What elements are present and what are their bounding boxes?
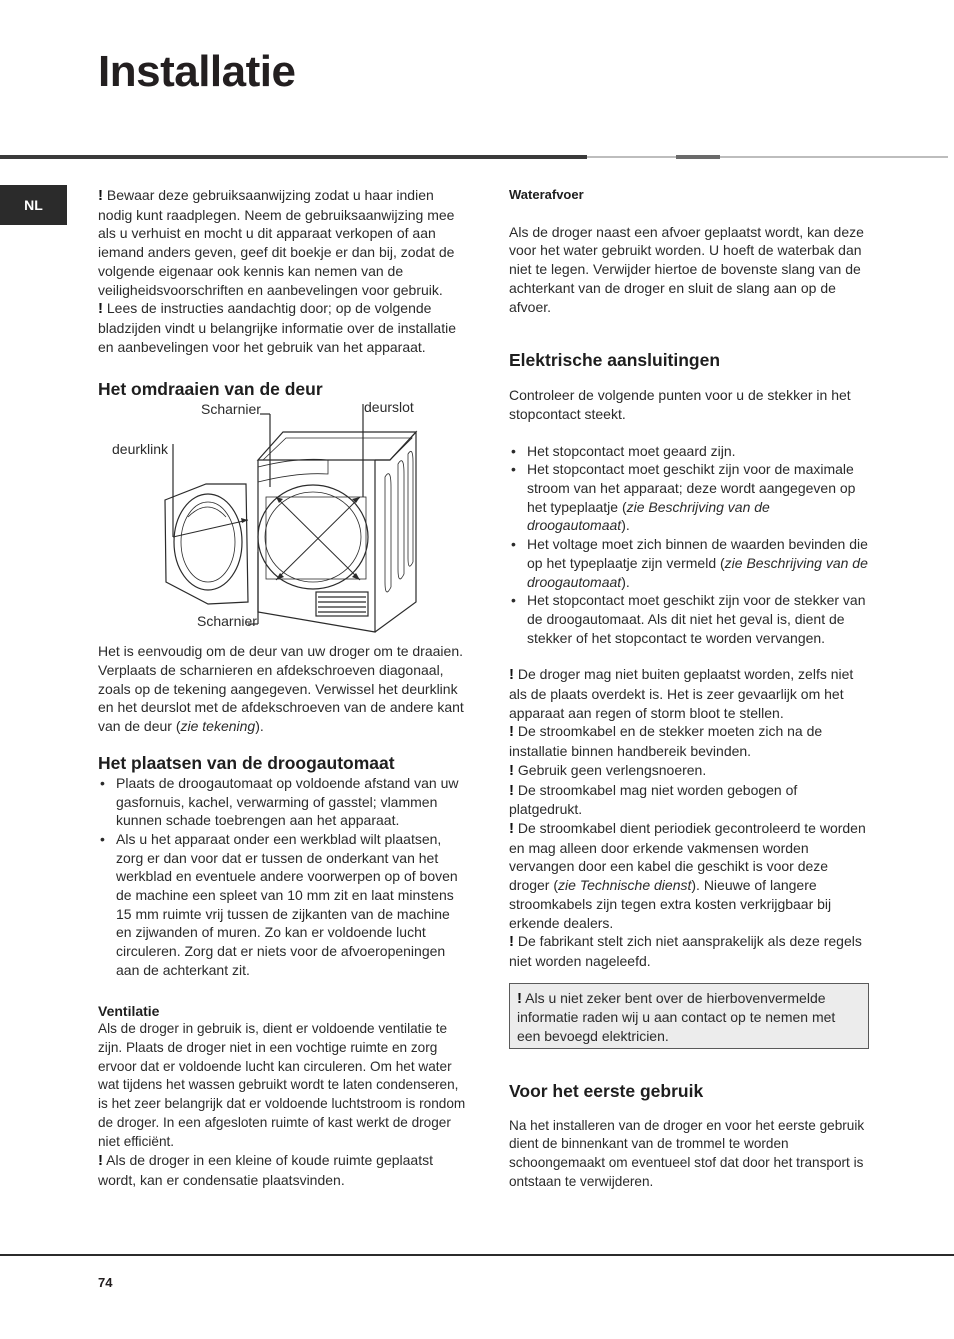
warning-outdoor: ! De droger mag niet buiten geplaatst worden, zelfs niet als de plaats overdekt is. Het is zeer gevaarlijk om het apparaat aan regen of storm bloot te stellen. [509,666,854,721]
header-rule-light [587,156,676,158]
warning-mark: ! [509,666,514,684]
electrical-list [509,442,869,648]
language-badge: NL [0,185,67,225]
placement-list [98,774,468,980]
warning-mark: ! [509,723,514,741]
placement-heading: Het plaatsen van de droogautomaat [98,752,395,773]
electrical-item-2: • Het stopcontact moet geschikt zijn voor de maximale stroom van het apparaat; deze wordt aangegeven op het typeplaatje (zie Beschrijving van de droogautomaat). [509,460,869,535]
intro-text-1: Bewaar deze gebruiksaanwijzing zodat u haar indien nodig kunt raadplegen. Neem de gebruiksaanwijzing mee als u verhuist en mocht u dit apparaat verkopen of aan iemand anders geven, geef dit boekje er dan bij, zodat de volgende eigenaar ook kennis kan nemen van de veiligheidsvoorschriften en aanbevelingen voor gebruik. [98,187,455,298]
first-use-heading: Voor het eerste gebruik [509,1080,704,1101]
drain-text: Als de droger naast een afvoer geplaatst wordt, kan deze voor het water gebruikt worden. U hoeft de waterbak dan niet te legen. Verwijder hiertoe de bovenste slang van de achterkant van de droger en sluit de slang aan op de afvoer. [509,223,864,315]
header-rule-light-end [720,156,948,158]
label-scharnier-bottom: Scharnier [197,613,257,630]
warning-extension: ! Gebruik geen verlengsnoeren. [509,761,707,779]
first-use-text: Na het installeren van de droger en voor het eerste gebruik dient de binnenkant van de trommel te worden schoongemaakt om eventueel stof dat door het transport is ontstaan te verwijderen. [509,1117,865,1189]
page-title: Installatie [98,47,296,96]
ventilation-warning: ! Als de droger in een kleine of koude ruimte geplaatst wordt, kan er condensatie plaatsvinden. [98,1152,433,1188]
header-rule [0,155,587,159]
intro-text-2: Lees de instructies aandachtig door; op de volgende bladzijden vindt u belangrijke informatie over de installatie en aanbevelingen voor het gebruik van het apparaat. [98,300,456,355]
right-column [509,186,869,1192]
label-scharnier-top: Scharnier [201,401,261,418]
warning-mark: ! [98,300,103,318]
warning-liability: ! De fabrikant stelt zich niet aansprakelijk als deze regels niet worden nageleefd. [509,933,862,969]
door-text: Het is eenvoudig om de deur van uw droger om te draaien. Verplaats de scharnieren en afdekschroeven diagonaal, zoals op de tekening aangegeven. Verwissel het deurklink en het deurslot met de afdekschroeven van de andere kant van de deur (zie tekening). [98,643,464,735]
electrical-heading: Elektrische aansluitingen [509,350,721,371]
warning-reach: ! De stroomkabel en de stekker moeten zich na de installatie binnen handbereik bevinden. [509,723,823,760]
warning-mark: ! [98,187,103,204]
warning-mark: ! [98,1152,103,1170]
footer-rule [0,1254,954,1256]
placement-item-2: • Als u het apparaat onder een werkblad wilt plaatsen, zorg er dan voor dat er tussen de onderkant van het werkblad en eventuele andere voorwerpen op of boven de machine een spleet van 10 mm zit en laat minstens 15 mm ruimte vrij tussen de zijkanten van de machine en zijwanden of muren. Zo kan er voldoende lucht circuleren. Zorg dat er niets voor de afvoeropeningen aan de achterkant zit. [98,830,468,980]
drain-heading: Waterafvoer [509,187,584,202]
door-heading: Het omdraaien van de deur [98,379,323,400]
electrical-intro: Controleer de volgende punten voor u de stekker in het stopcontact steekt. [509,387,851,422]
warning-cable-check: ! De stroomkabel dient periodiek gecontroleerd te worden en mag alleen door erkende vakmensen worden vervangen door een kabel die geschikt is voor deze droger (zie Technische dienst). Nieuwe of langere stroomkabels zijn tegen extra kosten verkrijgbaar bij erkende dealers. [509,819,866,931]
intro-paragraph-2 [98,299,468,356]
warning-mark: ! [517,989,522,1007]
label-deurslot: deurslot [364,399,414,416]
warning-mark: ! [509,819,514,837]
warning-mark: ! [509,761,514,779]
electrical-item-3: • Het voltage moet zich binnen de waarden bevinden die op het typeplaatje zijn vermeld (zie Beschrijving van de droogautomaat). [509,535,869,591]
placement-item-1: • Plaats de droogautomaat op voldoende afstand van uw gasfornuis, kachel, verwarming of gasstel; vlammen kunnen schade toebrengen aan het apparaat. [98,774,468,830]
warning-mark: ! [509,781,514,799]
ventilation-heading: Ventilatie [98,1002,160,1019]
ventilation-text: Als de droger in gebruik is, dient er voldoende ventilatie te zijn. Plaats de droger niet in een vochtige ruimte en zorg ervoor dat er voldoende lucht kan circuleren. Om het water wat tijdens het wassen gebruikt wordt te laten condenseren, is het zeer belangrijk dat er voldoende luchtstroom is rondom de droger. In een afgesloten ruimte of kast werkt de droger niet efficiënt. [98,1021,466,1149]
left-column [98,186,468,1190]
electrical-item-1: • Het stopcontact moet geaard zijn. [509,442,869,461]
door-reversal-figure [98,399,428,642]
electrical-warnings [509,665,869,970]
intro-paragraph-1 [98,186,468,299]
electrician-notice [509,983,869,1049]
electrical-item-4: • Het stopcontact moet geschikt zijn voor de stekker van de droogautomaat. Als dit niet het geval is, dient de stekker of het stopcontact te worden vervangen. [509,591,869,647]
label-deurklink: deurklink [112,441,169,458]
dryer-door-diagram [98,402,428,642]
notice-text: Als u niet zeker bent over de hierbovenvermelde informatie raden wij u aan contact op te nemen met een bevoegd elektricien. [517,989,836,1045]
warning-bend: ! De stroomkabel mag niet worden gebogen of platgedrukt. [509,781,798,818]
page-number: 74 [98,1275,113,1290]
warning-mark: ! [509,933,514,951]
header-rule-accent [676,155,720,159]
